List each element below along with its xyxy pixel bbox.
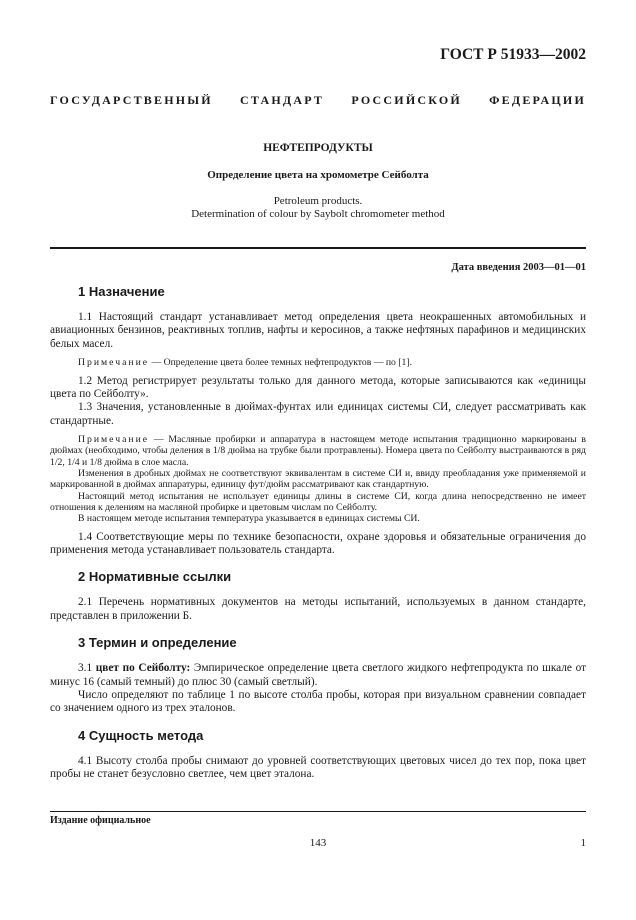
note-2-para-a: Изменения в дробных дюймах не соответствуют эквивалентам в системе СИ и, ввиду преобладания уже применяемой и маркированной в дюймах аппаратуры, единицу фут/дюйм рассматривают как стандартную.	[50, 468, 586, 491]
sheet-number: 1	[580, 837, 586, 849]
document-body	[50, 284, 586, 782]
term-definition: Эмпирическое определение цвета светлого жидкого нефтепродукта по шкале от минус 16 (самый темный) до плюс 30 (самый светлый).	[50, 662, 587, 688]
english-title-line1: Petroleum products.	[273, 195, 363, 207]
note-1	[50, 357, 586, 368]
note-2-para-b: Настоящий метод испытания не использует единицы длины в системе СИ, когда длина непосредственно не имеет отношения к делениям на масляной пробирке и цветовым числам по Сейболту.	[50, 490, 586, 513]
paragraph-2-1: 2.1 Перечень нормативных документов на методы испытаний, используемых в данном стандарте, представлен в приложении Б.	[50, 596, 586, 622]
paragraph-1-2: 1.2 Метод регистрирует результаты только для данного метода, которые записываются как «единицы цвета по Сейболту».	[50, 374, 586, 400]
standard-number: ГОСТ Р 51933—2002	[440, 46, 586, 63]
footer-rule	[50, 811, 586, 812]
note-2-para-c: В настоящем методе испытания температура указывается в единицах системы СИ.	[78, 513, 420, 525]
english-title	[0, 195, 636, 221]
document-title: НЕФТЕПРОДУКТЫ	[263, 142, 373, 154]
paragraph-4-1: 4.1 Высоту столба пробы снимают до уровней соответствующих цветовых чисел до тех пор, пока цвет пробы не станет безусловно светлее, чем цвет эталона.	[50, 754, 586, 781]
header-rule	[50, 247, 586, 249]
agency-title: ГОСУДАРСТВЕННЫЙ СТАНДАРТ РОССИЙСКОЙ ФЕДЕРАЦИИ	[50, 93, 586, 107]
paragraph-1-1: 1.1 Настоящий стандарт устанавливает метод определения цвета неокрашенных автомобильных и авиационных бензинов, реактивных топлив, нафты и керосинов, а также нефтяных парафинов и медицинских белых масел.	[50, 311, 586, 350]
section-2-heading: 2 Нормативные ссылки	[78, 569, 232, 585]
section-4-heading: 4 Сущность метода	[78, 727, 204, 743]
edition-label: Издание официальное	[50, 815, 151, 826]
paragraph-3-2: Число определяют по таблице 1 по высоте столба пробы, которая при визуальном сравнении совпадает со значением одного из трех эталонов.	[50, 688, 586, 715]
note-label: Примечание	[78, 434, 150, 446]
note-2	[50, 434, 586, 468]
note-label: Примечание	[78, 357, 150, 369]
paragraph-1-3: 1.3 Значения, установленные в дюймах-фунтах или единицах системы СИ, следует рассматривать как стандартные.	[50, 401, 586, 427]
section-1-heading: 1 Назначение	[78, 284, 165, 299]
note-2-text: — Масляные пробирки и аппаратура в настоящем методе испытания традиционно маркированы в дюймах (необходимо, чтобы деления в 1/8 дюйма на трубке были протравлены). Номера цвета по Сейболту выстраиваются в ряд 1/2, 1/4 и 1/8 дюйма в слое масла.	[50, 434, 586, 468]
section-3-heading: 3 Термин и определение	[78, 635, 237, 651]
note-1-text: — Определение цвета более темных нефтепродуктов — по [1].	[149, 357, 413, 369]
introduction-date: Дата введения 2003—01—01	[451, 262, 586, 273]
paragraph-3-1	[50, 662, 586, 689]
term-saybolt-color: цвет по Сейболту:	[95, 662, 191, 675]
paragraph-1-4: 1.4 Соответствующие меры по технике безопасности, охране здоровья и обязательные ограничения до применения метода устанавливает пользователь стандарта.	[50, 530, 586, 556]
page-number: 143	[309, 837, 327, 849]
document-subtitle: Определение цвета на хромометре Сейболта	[207, 169, 429, 181]
english-title-line2: Determination of colour by Saybolt chromometer method	[191, 208, 445, 220]
paragraph-3-1-number: 3.1	[78, 662, 96, 675]
